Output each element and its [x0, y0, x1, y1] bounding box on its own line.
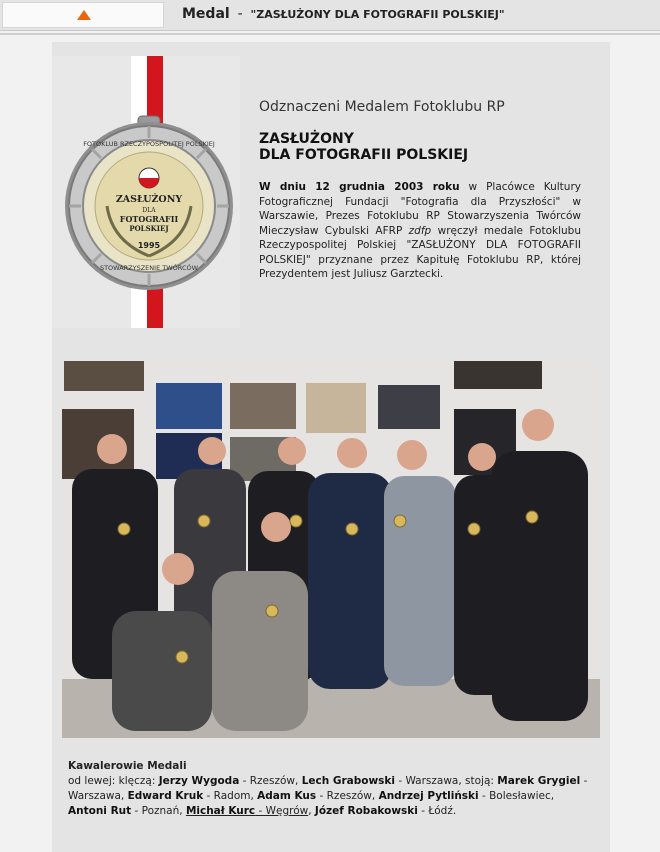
medal-ring-bottom: STOWARZYSZENIE TWÓRCÓW: [99, 264, 199, 272]
section-title: Medal: [182, 6, 230, 22]
person-place[interactable]: - Węgrów: [255, 805, 309, 817]
section-subtitle: "ZASŁUŻONY DLA FOTOGRAFII POLSKIEJ": [250, 8, 505, 21]
person-name: Adam Kus: [257, 790, 317, 802]
medal-center-2: DLA: [142, 207, 156, 214]
medal-center-3: FOTOGRAFII: [119, 214, 179, 224]
page-header: [0, 0, 660, 31]
photo-caption: [68, 759, 594, 819]
person-name: Jerzy Wygoda: [158, 775, 240, 787]
caption-title: Kawalerowie Medali: [68, 760, 187, 772]
intro-kicker: Odznaczeni Medalem Fotoklubu RP: [259, 99, 505, 115]
person-place: - Rzeszów,: [239, 775, 302, 787]
person-name: Marek Grygiel: [497, 775, 581, 787]
person-place: - Warszawa, stoją:: [395, 775, 498, 787]
intro-text-2: wręczył medale Fotoklubu Rzeczypospolitej Polskiej "ZASŁUŻONY DLA FOTOGRAFII POLSKIEJ" przyznane przez Kapitułę Fotoklubu RP, której Prezydentem jest Juliusz Garztecki.: [259, 224, 581, 280]
medal-center-4: POLSKIEJ: [129, 224, 169, 233]
medal-year: 1995: [137, 241, 161, 250]
intro-italic: zdfp: [408, 224, 432, 237]
intro-date: W dniu 12 grudnia 2003 roku: [259, 181, 460, 193]
person-name: Antoni Rut: [68, 805, 132, 817]
title-separator: -: [237, 6, 243, 22]
medal-center-1: ZASŁUŻONY: [115, 194, 183, 205]
person-name: Józef Robakowski: [314, 805, 418, 817]
intro-paragraph: [259, 180, 581, 282]
heading-line-1: ZASŁUŻONY: [259, 131, 354, 147]
person-place: - Warszawa,: [68, 775, 588, 802]
caption-comma: ,: [308, 805, 315, 817]
intro-section: [259, 99, 581, 282]
group-photo: [62, 361, 600, 738]
person-place: - Rzeszów,: [316, 790, 379, 802]
person-name: Lech Grabowski: [301, 775, 395, 787]
header-divider: [0, 33, 660, 35]
page-title: [182, 6, 505, 22]
caption-body: [68, 774, 594, 819]
caption-prefix: od lewej: klęczą:: [68, 775, 159, 787]
person-link-kurc[interactable]: [186, 805, 308, 817]
medal-ring-top: FOTOKLUB RZECZYPOSPOLITEJ POLSKIEJ: [83, 140, 215, 148]
orange-arrow-icon[interactable]: [77, 10, 91, 20]
person-place: - Bolesławiec,: [478, 790, 555, 802]
person-name: Edward Kruk: [127, 790, 204, 802]
person-place: - Poznań,: [131, 805, 186, 817]
collapse-tab[interactable]: [2, 2, 164, 28]
intro-text-1: w Placówce Kultury Fotograficznej Fundacji "Fotografia dla Przyszłości" w Warszawie, Prezes Fotoklubu RP Stowarzyszenia Twórców Mieczysław Cybulski AFRP: [259, 181, 581, 237]
person-name: Andrzej Pytliński: [378, 790, 479, 802]
person-name[interactable]: Michał Kurc: [185, 805, 256, 817]
person-place: - Radom,: [203, 790, 258, 802]
medal-image: [52, 56, 240, 328]
person-place: - Łódź.: [417, 805, 457, 817]
heading-line-2: DLA FOTOGRAFII POLSKIEJ: [259, 147, 469, 163]
intro-heading: [259, 131, 581, 163]
